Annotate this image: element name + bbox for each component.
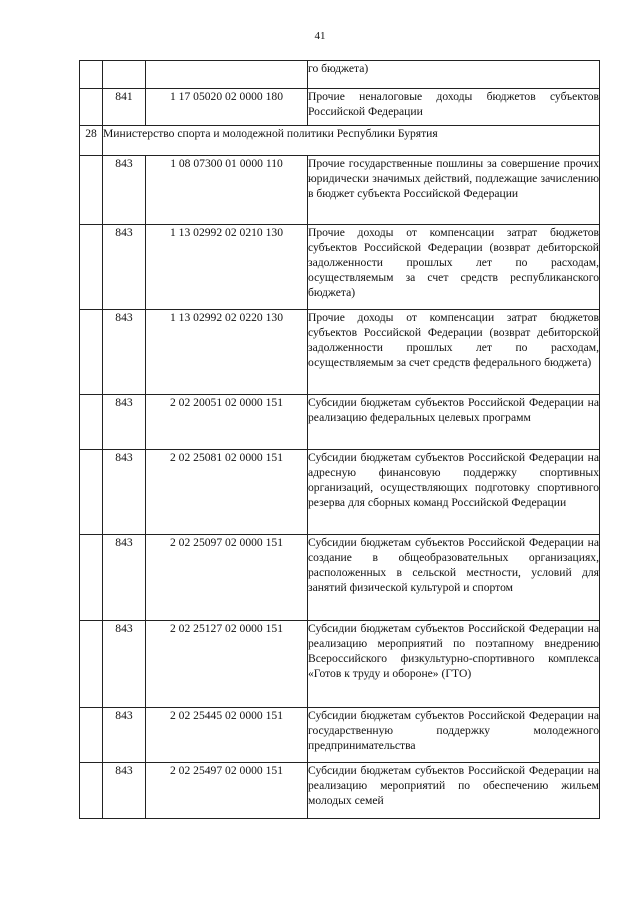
revenue-code-cell: 1 08 07300 01 0000 110 [146, 156, 308, 225]
table-row [80, 310, 600, 395]
revenue-name-cell: Субсидии бюджетам субъектов Российской Федерации на реализацию мероприятий по поэтапному внедрению Всероссийского физкультурно-спортивного комплекса «Готов к труду и обороне» (ГТО) [308, 621, 600, 708]
revenue-name-cell: Субсидии бюджетам субъектов Российской Федерации на создание в общеобразовательных организациях, расположенных в сельской местности, условий для занятий физической культурой и спортом [308, 535, 600, 621]
revenue-name-cell: Субсидии бюджетам субъектов Российской Федерации на государственную поддержку молодежного предпринимательства [308, 708, 600, 763]
table-row [80, 156, 600, 225]
admin-code-cell: 843 [103, 763, 146, 819]
row-number-cell [80, 89, 103, 126]
revenue-code-cell: 2 02 25445 02 0000 151 [146, 708, 308, 763]
admin-code-cell: 843 [103, 225, 146, 310]
revenue-code-cell: 2 02 25127 02 0000 151 [146, 621, 308, 708]
revenue-name-cell: го бюджета) [308, 61, 600, 89]
revenue-code-cell: 2 02 25081 02 0000 151 [146, 450, 308, 535]
ministry-title-cell: Министерство спорта и молодежной политики Республики Бурятия [103, 126, 600, 156]
revenue-name-cell: Прочие доходы от компенсации затрат бюджетов субъектов Российской Федерации (возврат дебиторской задолженности прошлых лет по расходам, осуществляемым за счет средств республиканского бюджета) [308, 225, 600, 310]
revenue-name-cell: Прочие доходы от компенсации затрат бюджетов субъектов Российской Федерации (возврат дебиторской задолженности прошлых лет по расходам, осуществляемым за счет средств федерального бюджета) [308, 310, 600, 395]
table-row [80, 61, 600, 89]
table-row [80, 708, 600, 763]
table-row [80, 450, 600, 535]
revenue-code-cell: 2 02 20051 02 0000 151 [146, 395, 308, 450]
budget-revenue-table [79, 60, 600, 819]
revenue-name-cell: Субсидии бюджетам субъектов Российской Федерации на реализацию мероприятий по обеспечению жильем молодых семей [308, 763, 600, 819]
admin-code-cell: 841 [103, 89, 146, 126]
row-number-cell [80, 621, 103, 708]
page-number: 41 [314, 30, 326, 42]
table-row [80, 89, 600, 126]
row-number-cell [80, 225, 103, 310]
table-row [80, 395, 600, 450]
row-number-cell [80, 450, 103, 535]
admin-code-cell: 843 [103, 535, 146, 621]
section-row [80, 126, 600, 156]
revenue-code-cell: 1 17 05020 02 0000 180 [146, 89, 308, 126]
row-number-cell [80, 310, 103, 395]
revenue-name-cell: Субсидии бюджетам субъектов Российской Федерации на реализацию федеральных целевых программ [308, 395, 600, 450]
table-row [80, 225, 600, 310]
revenue-name-cell: Субсидии бюджетам субъектов Российской Федерации на адресную финансовую поддержку спортивных организаций, осуществляющих подготовку спортивного резерва для сборных команд Российской Федерации [308, 450, 600, 535]
table-row [80, 535, 600, 621]
row-number-cell [80, 395, 103, 450]
row-number-cell [80, 156, 103, 225]
admin-code-cell: 843 [103, 450, 146, 535]
admin-code-cell: 843 [103, 621, 146, 708]
revenue-code-cell: 1 13 02992 02 0220 130 [146, 310, 308, 395]
row-number-cell [80, 708, 103, 763]
row-number-cell [80, 535, 103, 621]
admin-code-cell [103, 61, 146, 89]
revenue-code-cell: 1 13 02992 02 0210 130 [146, 225, 308, 310]
row-number-cell [80, 61, 103, 89]
row-number-cell [80, 763, 103, 819]
table-row [80, 621, 600, 708]
section-number-cell: 28 [80, 126, 103, 156]
revenue-code-cell: 2 02 25497 02 0000 151 [146, 763, 308, 819]
admin-code-cell: 843 [103, 395, 146, 450]
admin-code-cell: 843 [103, 156, 146, 225]
table-row [80, 763, 600, 819]
revenue-code-cell: 2 02 25097 02 0000 151 [146, 535, 308, 621]
revenue-name-cell: Прочие неналоговые доходы бюджетов субъектов Российской Федерации [308, 89, 600, 126]
admin-code-cell: 843 [103, 708, 146, 763]
revenue-name-cell: Прочие государственные пошлины за совершение прочих юридически значимых действий, подлежащие зачислению в бюджет субъекта Российской Федерации [308, 156, 600, 225]
revenue-code-cell [146, 61, 308, 89]
admin-code-cell: 843 [103, 310, 146, 395]
